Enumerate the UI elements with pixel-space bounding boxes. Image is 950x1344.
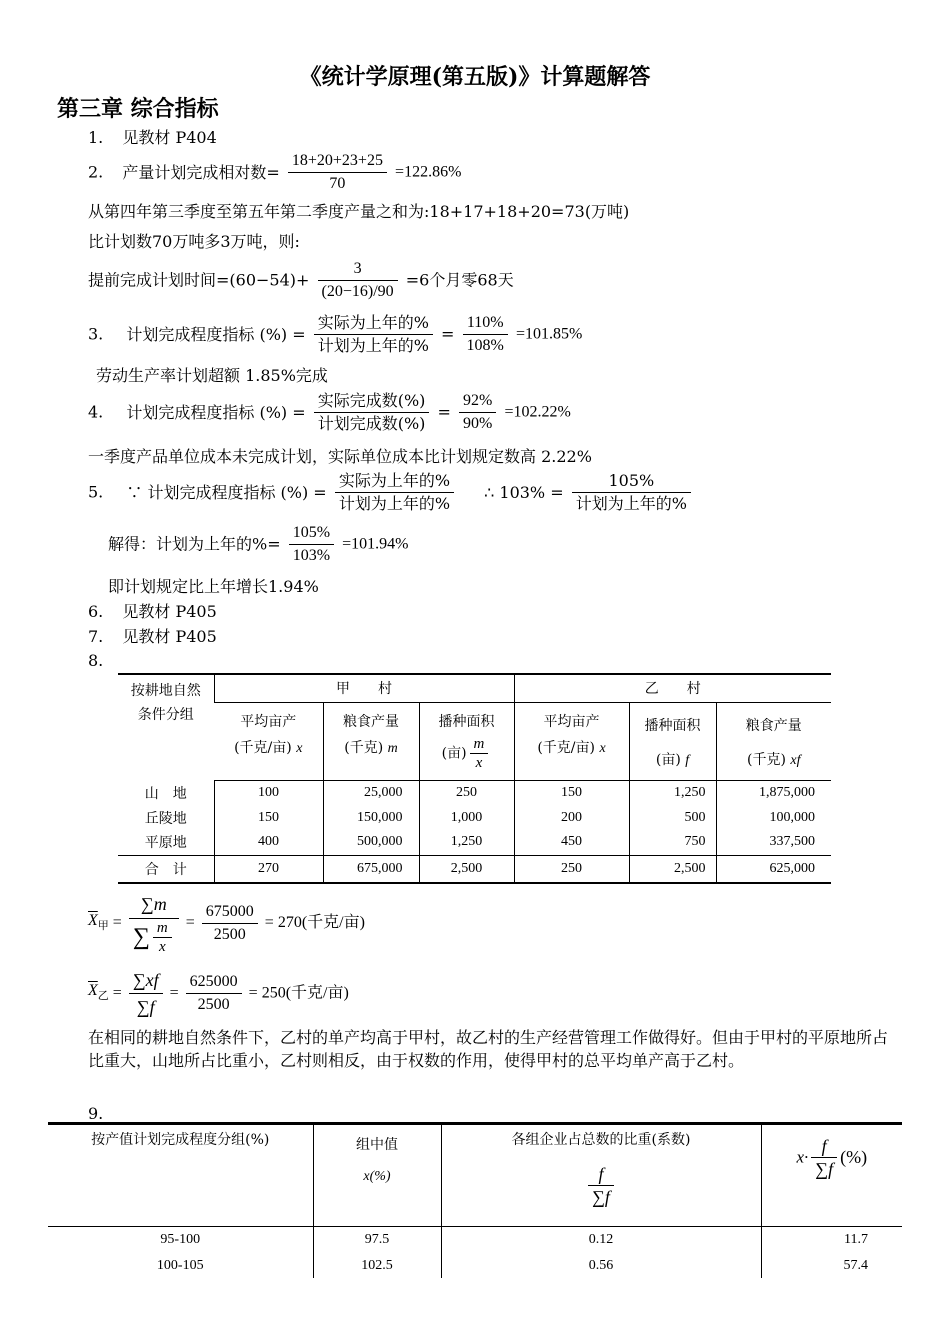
q2-number: 2. [88, 162, 104, 182]
q9-col2-var: x(%) [363, 1169, 391, 1184]
q5-numerator1: 实际为上年的% [335, 470, 454, 493]
q2-formula2 [88, 258, 514, 303]
q8-col-a3 [419, 702, 514, 780]
q4-denominator2: 90% [463, 415, 493, 432]
q8-a-sum-fraction [129, 890, 179, 956]
q8-a-den-den: x [159, 939, 166, 955]
q9-r2-c1: 100-105 [156, 1257, 204, 1273]
q8-a-den-num: m [153, 919, 172, 938]
q8-village-a-header: 甲 村 [214, 674, 514, 702]
q8-formula-a: $\overline{X}_甲$ = ∑m ∑ $\frac{m}{x}$ = $\frac{675000}{2500}$ = 270(千克/亩) [88, 890, 365, 956]
q2-numerator: 18+20+23+25 [288, 150, 387, 173]
q8-col-a2-title: 粮食产量 [343, 713, 399, 730]
q8-col-a1-var: x [296, 740, 303, 756]
q3-result: =101.85% [515, 325, 583, 343]
q8-a-value-num: 675000 [202, 901, 258, 924]
q8-r3-c2: 400 [214, 830, 323, 855]
q8-r1-c1: 山 地 [144, 785, 187, 802]
q8-r1-c6: 1,250 [629, 780, 716, 805]
q8-conclusion: 在相同的耕地自然条件下，乙村的单产均高于甲村，故乙村的生产经营管理工作做得好。但由于甲村的平原地所占比重大，山地所占比重小，乙村则相反，由于权数的作用，使得甲村的总平均单产高于乙村。 [88, 1028, 889, 1070]
q8-col-b3 [716, 702, 831, 780]
q8-col-b2 [629, 702, 716, 780]
q8-r1-c5: 150 [514, 780, 629, 805]
q8-r2-c4: 1,000 [419, 805, 514, 830]
q2-line2: 比计划数70万吨多3万吨，则: [88, 232, 300, 251]
table-row [118, 805, 831, 830]
q8-xbar-a-sub: 甲 [97, 919, 109, 932]
q8-r2-c6: 500 [629, 805, 716, 830]
q2-label2: 提前完成计划时间=(60−54)+ [88, 270, 310, 290]
q7 [88, 627, 217, 647]
q8-b-result: = 250(千克/亩) [248, 984, 349, 1002]
q3-denominator1: 计划为上年的% [317, 336, 429, 355]
q8-total-c7: 625,000 [716, 855, 831, 883]
q4-numerator2: 92% [459, 390, 496, 413]
q8-col-b2-unit: (亩) [655, 751, 681, 768]
q5-formula [88, 470, 694, 515]
q9-col4-num: f [811, 1135, 837, 1158]
q5-denominator1: 计划为上年的% [338, 494, 451, 513]
q8-xbar-b-symbol: $\overline{X}$ [88, 982, 98, 999]
q8-col-b1-title: 平均亩产 [543, 713, 600, 730]
q8-a-result: = 270(千克/亩) [264, 914, 365, 931]
q8-a-sum-num: ∑m [129, 890, 179, 919]
q5-result: =101.94% [342, 535, 409, 553]
q8-r1-c2: 100 [214, 780, 323, 805]
q8-number: 8. [88, 651, 104, 670]
q5-solve [108, 522, 409, 567]
q4-fraction1 [314, 390, 430, 435]
q8-r3-c3: 500,000 [323, 830, 419, 855]
q5-conclusion: 即计划规定比上年增长1.94% [108, 577, 319, 596]
q8-col-b1 [514, 702, 629, 780]
q9-r1-c3: 0.12 [441, 1226, 761, 1253]
q6-text: 见教材 P405 [122, 602, 217, 621]
q8-r3-c1: 平原地 [144, 835, 187, 852]
q1-number: 1. [88, 128, 104, 147]
q9-table [48, 1125, 902, 1278]
q1-text: 见教材 P404 [122, 128, 217, 147]
q8-col-b1-var: x [599, 740, 606, 756]
q9-r1-c4: 11.7 [761, 1226, 902, 1253]
q2-fraction2 [318, 258, 398, 303]
q8-col-a1-title: 平均亩产 [240, 713, 297, 730]
q5-fraction1 [335, 470, 454, 515]
chapter-heading: 第三章 综合指标 [57, 96, 219, 122]
q8-total-c5: 250 [514, 855, 629, 883]
q8-col-a2-var: m [387, 740, 398, 756]
q8-a-value-fraction [202, 901, 258, 946]
q9-col2-header [313, 1125, 441, 1226]
q8-r3-c7: 337,500 [716, 830, 831, 855]
q2-fraction [288, 150, 387, 195]
q8-col-b1-unit: (千克/亩) [537, 739, 595, 756]
q9-r2-c2: 102.5 [313, 1253, 441, 1278]
q2-formula [88, 150, 461, 195]
q8-xbar-a [88, 911, 109, 932]
q9-col4-unit: (%) [840, 1147, 868, 1167]
q8-r3-c6: 750 [629, 830, 716, 855]
q9-r1-c1: 95-100 [160, 1231, 201, 1247]
q8-b-sum-num: ∑xf [129, 967, 163, 994]
q7-number: 7. [88, 627, 104, 646]
q8-r2-c5: 200 [514, 805, 629, 830]
q3-conclusion: 劳动生产率计划超额 1.85%完成 [96, 366, 328, 385]
q8-col-b3-title: 粮食产量 [745, 717, 802, 734]
q8-table [118, 673, 831, 884]
q8-col-a2 [323, 702, 419, 780]
q9-r2-c3: 0.56 [441, 1253, 761, 1278]
q8-col-a3-title: 播种面积 [438, 713, 495, 730]
q8-total-c1: 合 计 [118, 855, 214, 883]
q8-r2-c1: 丘陵地 [144, 810, 187, 827]
q2-denominator2: (20−16)/90 [321, 283, 394, 300]
q8-a-value-den: 2500 [213, 925, 246, 943]
q2-line1: 从第四年第三季度至第五年第二季度产量之和为:18+17+18+20=73(万吨) [88, 202, 630, 221]
q9-col4-fraction [811, 1135, 837, 1180]
q5-numerator2: 105% [572, 470, 691, 493]
q2-result: =122.86% [395, 163, 462, 181]
q9-r1-c2: 97.5 [313, 1226, 441, 1253]
q2-denominator: 70 [329, 175, 346, 192]
q8-b-sum-den: ∑f [136, 997, 155, 1017]
q3-numerator2: 110% [463, 312, 508, 335]
q8-r2-c7: 100,000 [716, 805, 831, 830]
q8-total-c4: 2,500 [419, 855, 514, 883]
q8-xbar-b-sub: 乙 [97, 990, 109, 1002]
q8-col-b2-title: 播种面积 [644, 717, 701, 734]
q8-r3-c4: 1,250 [419, 830, 514, 855]
q3-fraction1 [314, 312, 433, 357]
q8-xbar-b [88, 982, 109, 1002]
q4-denominator1: 计划完成数(%) [317, 414, 426, 433]
q8-total-row [118, 855, 831, 883]
q9-r2-c4: 57.4 [761, 1253, 902, 1278]
q2-result2: =6个月零68天 [405, 270, 514, 290]
q8-col-a3-num: m [470, 735, 489, 754]
q8-village-b-header: 乙 村 [514, 674, 831, 702]
q6 [88, 602, 217, 622]
q8-col-b3-var: xf [790, 752, 801, 768]
q2-label: 产量计划完成相对数= [122, 162, 280, 182]
q4-formula: 4. 计划完成程度指标 (%) = $\frac{\text{实际完成数(\%)}}{\text{计划完成数(\%)}}$ = $\frac{92\%}{90\%}$ =102.22% [88, 391, 571, 433]
q5-fraction2 [572, 470, 691, 515]
q4-result: =102.22% [504, 403, 571, 421]
q8-total-c6: 2,500 [629, 855, 716, 883]
q9-col4-header [761, 1125, 902, 1226]
q8-b-value-num: 625000 [186, 971, 242, 994]
q3-denominator2: 108% [466, 337, 504, 354]
q8-b-value-den: 2500 [197, 996, 230, 1013]
q9-col3-fraction [588, 1163, 614, 1208]
table-row [48, 1226, 902, 1253]
table-row [48, 1253, 902, 1278]
q9-col3-den: ∑f [592, 1187, 610, 1207]
q4-numerator1: 实际完成数(%) [314, 390, 430, 413]
q8-col-a3-fraction [470, 735, 489, 772]
q5-fraction3 [289, 522, 334, 567]
q8-total-c2: 270 [214, 855, 323, 883]
q8-col-a1-unit: (千克/亩) [234, 739, 292, 756]
q4-conclusion: 一季度产品单位成本未完成计划，实际单位成本比计划规定数高 2.22% [88, 447, 592, 466]
q8-xbar-a-symbol: $\overline{X}$ [88, 911, 98, 929]
q8-group-header: 按耕地自然条件分组 [118, 674, 214, 780]
page-title: 《统计学原理(第五版)》计算题解答 [299, 64, 651, 90]
q9-col4-x: x· [796, 1147, 809, 1167]
q9-number: 9. [88, 1104, 104, 1123]
q8-col-b3-unit: (千克) [747, 751, 786, 768]
q8-r1-c7: 1,875,000 [716, 780, 831, 805]
q7-text: 见教材 P405 [122, 627, 217, 646]
q4-number: 4. [88, 402, 104, 422]
q6-number: 6. [88, 602, 104, 621]
q5-denominator3: 103% [292, 547, 331, 564]
q3-number: 3. [88, 324, 104, 344]
q9-col3-title: 各组企业占总数的比重(系数) [511, 1132, 691, 1148]
q8-col-a3-den: x [475, 754, 483, 771]
q8-r1-c3: 25,000 [323, 780, 419, 805]
q8-b-value-fraction [186, 971, 242, 1016]
q5-because: ∵ 计划完成程度指标 (%) = [126, 482, 327, 502]
table-row [118, 830, 831, 855]
q4-label: 计划完成程度指标 (%) = [126, 402, 306, 422]
q8-col-a2-unit: (千克) [344, 739, 384, 756]
q8-r2-c3: 150,000 [323, 805, 419, 830]
q8-b-sum-fraction [129, 967, 163, 1020]
q4-fraction2 [459, 390, 496, 435]
q8-formula-b: $\overline{X}_乙$ = $\frac{\sum xf}{\sum f}$ = $\frac{625000}{2500}$ = 250(千克/亩) [88, 967, 349, 1020]
q3-fraction2 [463, 312, 508, 357]
q5-therefore: ∴ 103% = [484, 482, 564, 502]
q8-col-b2-var: f [685, 752, 690, 768]
q9-col3-header [441, 1125, 761, 1226]
q5-denominator2: 计划为上年的% [575, 494, 687, 513]
q3-formula: 3. 计划完成程度指标 (%) = $\frac{\text{实际为上年的\%}}{\text{计划为上年的\%}}$ = $\frac{110\%}{108\%}$ =101.85% [88, 313, 583, 355]
q5-solve-label: 解得：计划为上年的%= [108, 534, 281, 554]
q9-col3-num: f [588, 1163, 614, 1186]
q8-a-sum-den: ∑ $\frac{m}{x}$ [129, 919, 179, 956]
q8-col-a3-unit: (亩) [441, 745, 467, 761]
q8-col-a1 [214, 702, 323, 780]
q5-number: 5. [88, 482, 104, 502]
q3-numerator1: 实际为上年的% [314, 312, 433, 335]
q3-label: 计划完成程度指标 (%) = [126, 324, 306, 344]
q8-r2-c2: 150 [214, 805, 323, 830]
table-row [118, 780, 831, 805]
q2-numerator2: 3 [318, 258, 398, 281]
q9-col2-title: 组中值 [356, 1137, 398, 1153]
q8-r3-c5: 450 [514, 830, 629, 855]
q1 [88, 128, 217, 148]
q9-col4-den: ∑f [815, 1159, 834, 1179]
q5-numerator3: 105% [289, 522, 334, 545]
q8-r1-c4: 250 [419, 780, 514, 805]
q8-total-c3: 675,000 [323, 855, 419, 883]
q9-col1-header: 按产值计划完成程度分组(%) [91, 1132, 270, 1148]
